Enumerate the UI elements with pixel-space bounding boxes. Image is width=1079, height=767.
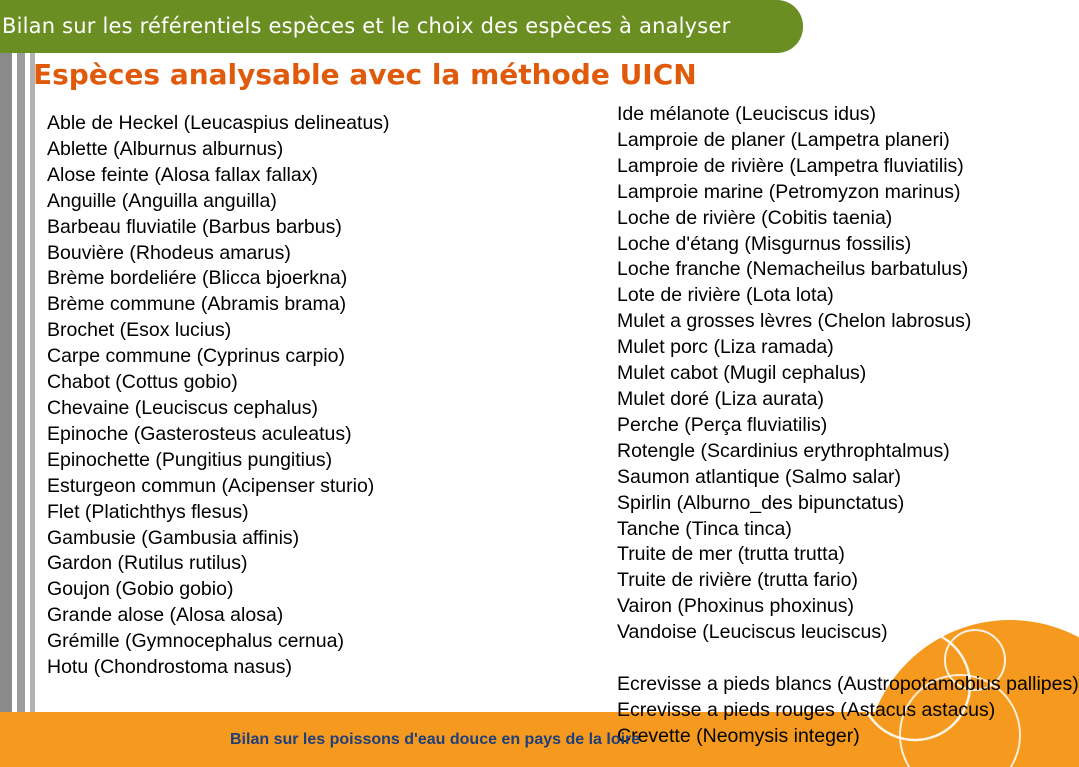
list-item: Mulet a grosses lèvres (Chelon labrosus) [617, 310, 972, 333]
list-item: Gardon (Rutilus rutilus) [47, 552, 248, 575]
list-item: Lamproie marine (Petromyzon marinus) [617, 180, 961, 203]
list-item-crustacean: Crevette (Neomysis integer) [617, 724, 860, 747]
list-item: Lote de rivière (Lota lota) [617, 284, 834, 307]
list-item: Rotengle (Scardinius erythrophtalmus) [617, 439, 950, 462]
list-item: Grémille (Gymnocephalus cernua) [47, 630, 344, 653]
list-item: Brochet (Esox lucius) [47, 319, 232, 342]
list-item: Epinoche (Gasterosteus aculeatus) [47, 422, 352, 445]
footer-text: Bilan sur les poissons d'eau douce en pays de la loire [230, 731, 641, 748]
list-item: Brème bordeliére (Blicca bjoerkna) [47, 267, 348, 290]
list-item: Loche de rivière (Cobitis taenia) [617, 206, 893, 229]
list-item: Loche d'étang (Misgurnus fossilis) [617, 232, 912, 255]
list-item: Mulet doré (Liza aurata) [617, 387, 825, 410]
slide-title: Espèces analysable avec la méthode UICN [33, 58, 697, 91]
list-item: Perche (Perça fluviatilis) [617, 413, 828, 436]
list-item: Bouvière (Rhodeus amarus) [47, 241, 291, 264]
list-item: Epinochette (Pungitius pungitius) [47, 448, 333, 471]
list-item: Spirlin (Alburno_des bipunctatus) [617, 491, 905, 514]
list-item: Chevaine (Leuciscus cephalus) [47, 396, 318, 419]
list-item: Goujon (Gobio gobio) [47, 578, 234, 601]
list-item: Lamproie de planer (Lampetra planeri) [617, 128, 950, 151]
list-item: Tanche (Tinca tinca) [617, 517, 792, 540]
list-item: Able de Heckel (Leucaspius delineatus) [47, 112, 390, 134]
list-item: Brème commune (Abramis brama) [47, 293, 347, 316]
species-list-left [47, 111, 390, 681]
header-banner: Bilan sur les référentiels espèces et le choix des espèces à analyser [0, 0, 803, 53]
list-item: Esturgeon commun (Acipenser sturio) [47, 474, 375, 497]
list-item: Truite de mer (trutta trutta) [617, 543, 845, 566]
list-item-crustacean: Ecrevisse a pieds blancs (Austropotamobius pallipes) [617, 672, 1079, 695]
list-item: Truite de rivière (trutta fario) [617, 569, 858, 592]
list-item: Saumon atlantique (Salmo salar) [617, 465, 901, 488]
list-item: Loche franche (Nemacheilus barbatulus) [617, 258, 969, 281]
list-item: Mulet porc (Liza ramada) [617, 336, 834, 359]
list-item: Anguille (Anguilla anguilla) [47, 189, 277, 212]
list-item: Vairon (Phoxinus phoxinus) [617, 595, 855, 618]
list-item: Lamproie de rivière (Lampetra fluviatilis) [617, 154, 964, 177]
list-item: Flet (Platichthys flesus) [47, 500, 249, 523]
list-item: Ide mélanote (Leuciscus idus) [617, 103, 877, 125]
list-item: Chabot (Cottus gobio) [47, 371, 238, 394]
species-list-right [617, 102, 1079, 750]
list-spacer [617, 646, 1023, 672]
list-item: Gambusie (Gambusia affinis) [47, 526, 300, 549]
list-item: Hotu (Chondrostoma nasus) [47, 656, 292, 679]
list-item: Ablette (Alburnus alburnus) [47, 137, 284, 160]
list-item: Carpe commune (Cyprinus carpio) [47, 345, 346, 368]
list-item: Alose feinte (Alosa fallax fallax) [47, 163, 318, 186]
list-item: Barbeau fluviatile (Barbus barbus) [47, 215, 342, 238]
list-item-crustacean: Ecrevisse a pieds rouges (Astacus astacus) [617, 698, 996, 721]
list-item: Vandoise (Leuciscus leuciscus) [617, 621, 888, 644]
list-item: Mulet cabot (Mugil cephalus) [617, 362, 867, 385]
list-item: Grande alose (Alosa alosa) [47, 604, 284, 627]
